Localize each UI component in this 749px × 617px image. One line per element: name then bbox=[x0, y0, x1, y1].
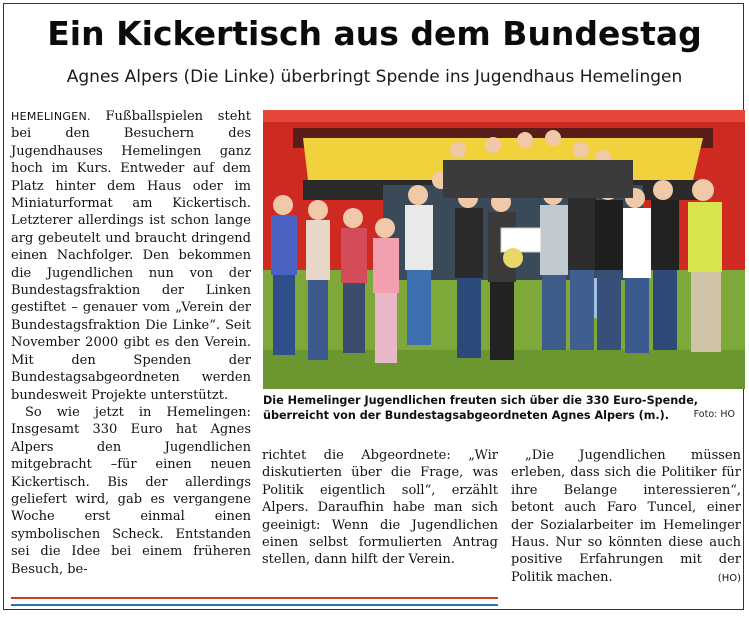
rule-red bbox=[11, 597, 498, 599]
group-photo bbox=[263, 110, 745, 389]
subheadline: Agnes Alpers (Die Linke) überbringt Spende ins Jugendhaus Hemelingen bbox=[66, 67, 683, 87]
article-column-left bbox=[11, 108, 251, 578]
article-column-middle bbox=[262, 447, 498, 569]
paragraph-4 bbox=[511, 447, 741, 586]
paragraph-1-text: Fußballspielen steht bei den Besuchern des Jugendhauses Hemelingen ganz hoch im Kurs. Entweder auf dem Platz hinter dem Haus oder im Miniaturformat am Kickertisch. Letzterer allerdings ist schon lange arg gebeutelt und braucht dringend einen Nachfolger. Den bekommen die Jugendlichen nun von der Bundestagsfraktion der Linken gestiftet – genauer vom „Verein der Bundestagsfraktion Die Linke“. Seit November 2000 gibt es den Verein. Mit den Spenden der Bundestagsabgeordneten werden bundesweit Projekte unterstützt. bbox=[11, 109, 251, 403]
paragraph-4-text: „Die Jugendlichen müssen erleben, dass sich die Politiker für ihre Belange interessieren“, betont auch Faro Tuncel, einer der Sozialarbeiter im Hemelinger Haus. Nur so könnten diese auch positive Erfahrungen mit der Politik machen. bbox=[511, 448, 741, 585]
article-column-right bbox=[511, 447, 741, 587]
photo-caption: Die Hemelinger Jugendlichen freuten sich über die 330 Euro-Spende, überreicht von der Bundestagsabgeordneten Agnes Alpers (m.). bbox=[263, 394, 699, 422]
author-tag: (HO) bbox=[717, 572, 741, 584]
photo-illustration bbox=[263, 110, 745, 389]
headline: Ein Kickertisch aus dem Bundestag bbox=[47, 14, 702, 53]
paragraph-3: richtet die Abgeordnete: „Wir diskutierten über die Frage, was Politik eigentlich soll“, erzählt Alpers. Daraufhin habe man sich geeinigt: Wenn die Jugendlichen einen selbst formulierten Antrag stellen, dann hilft der Verein. bbox=[262, 448, 498, 568]
paragraph-2: So wie jetzt in Hemelingen: Insgesamt 330 Euro hat Agnes Alpers den Jugendlichen mitgebracht –für einen neuen Kickertisch. Bis der allerdings geliefert wird, gab es vergangene Woche erst einmal einen symbolischen Scheck. Entstanden sei die Idee bei einem früheren Besuch, be- bbox=[11, 404, 251, 577]
paragraph-1 bbox=[11, 108, 251, 404]
dateline: HEMELINGEN. bbox=[11, 110, 91, 123]
photo-credit: Foto: HO bbox=[693, 409, 735, 420]
cheque bbox=[501, 228, 541, 252]
newspaper-clipping bbox=[3, 3, 744, 610]
rule-blue bbox=[11, 604, 498, 606]
bouquet bbox=[503, 248, 523, 268]
